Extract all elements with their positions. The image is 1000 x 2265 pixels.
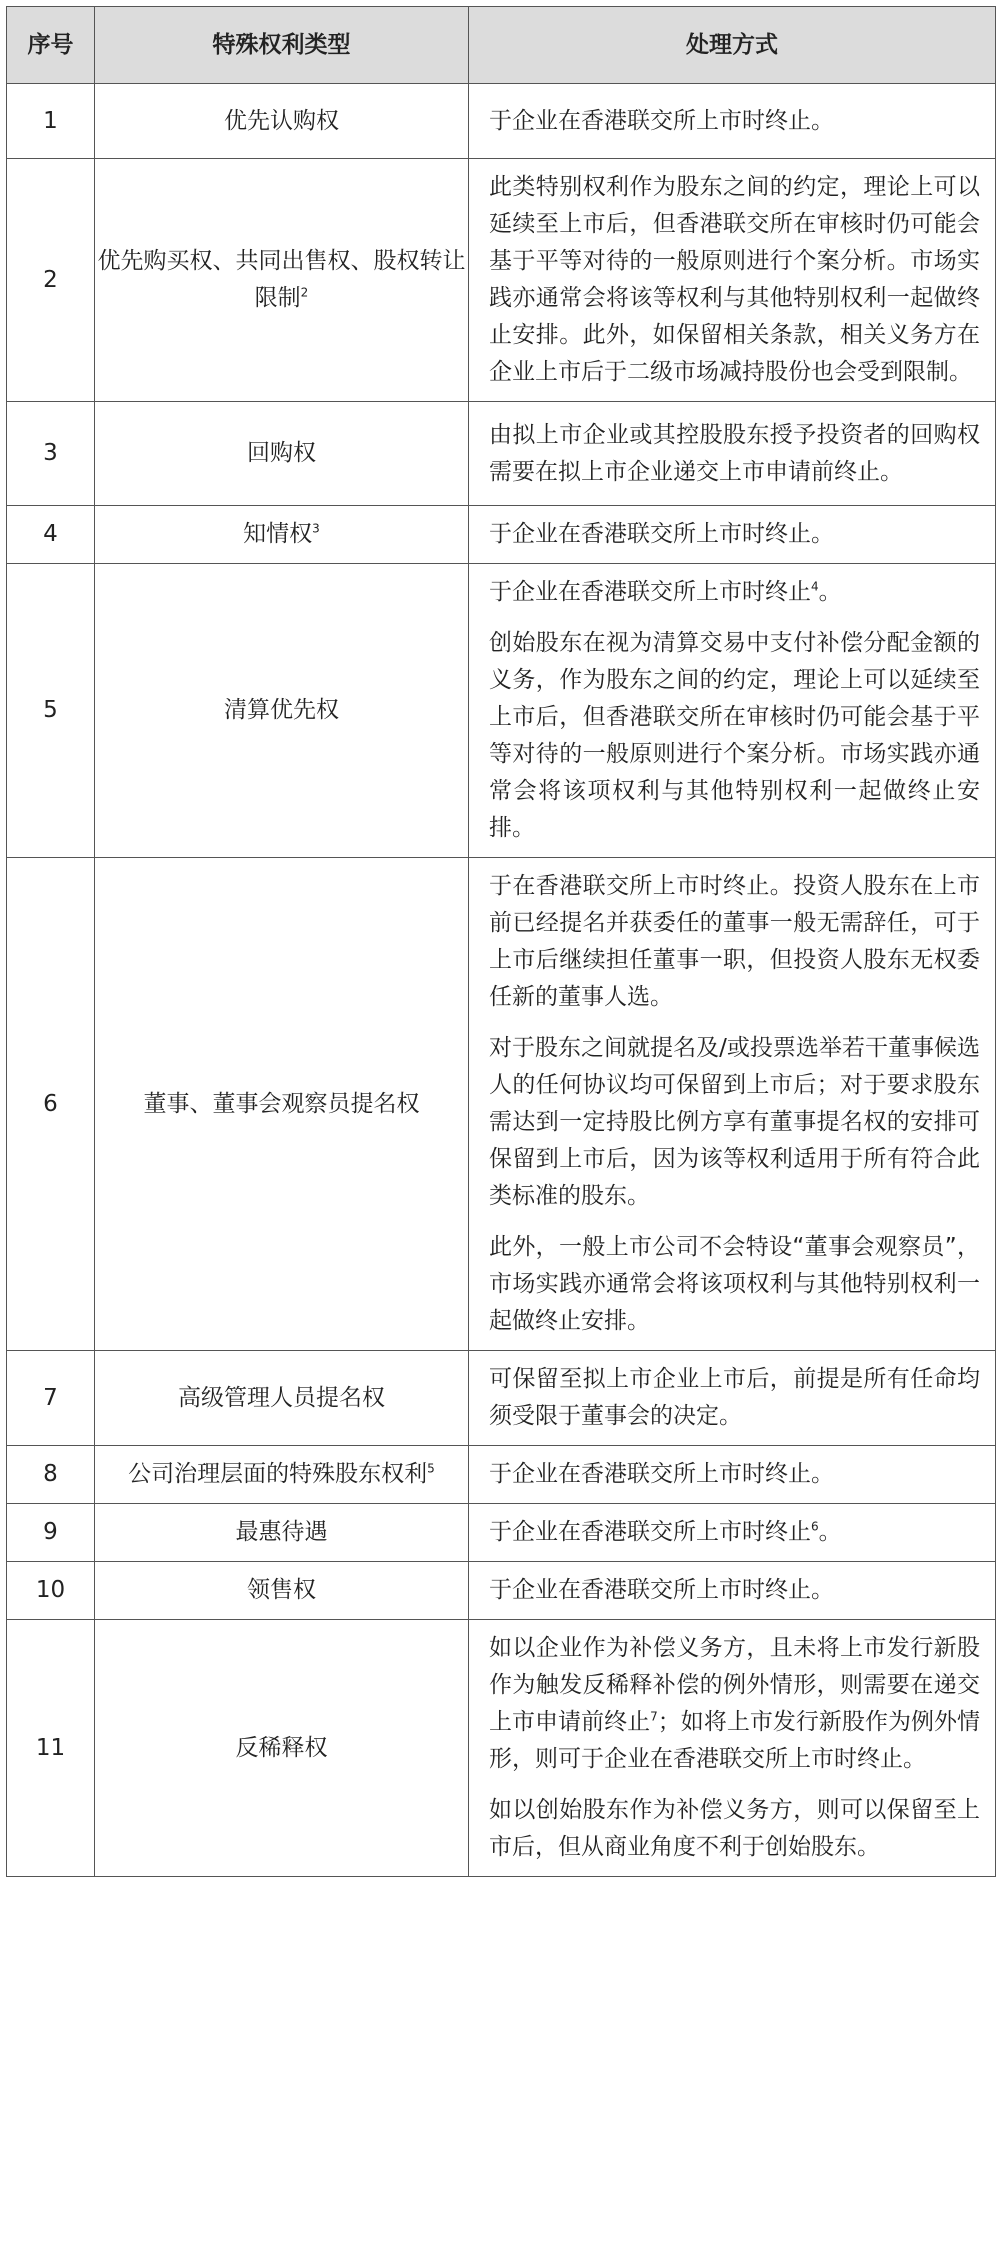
paragraph-text: 于企业在香港联交所上市时终止。 <box>489 521 834 547</box>
handling-method <box>469 1351 996 1446</box>
header-type: 特殊权利类型 <box>95 7 469 84</box>
handling-method <box>469 564 996 858</box>
right-type <box>95 84 469 159</box>
row-number: 2 <box>7 159 95 402</box>
handling-paragraph <box>489 1792 980 1866</box>
handling-paragraph <box>489 1630 980 1778</box>
right-type-text: 董事、董事会观察员提名权 <box>143 1090 420 1117</box>
paragraph-text: 对于股东之间就提名及/或投票选举若干董事候选人的任何协议均可保留到上市后；对于要求股东需达到一定持股比例方享有董事提名权的安排可保留到上市后，因为该等权利适用于所有符合此类标准的股东。 <box>489 1035 980 1209</box>
right-type <box>95 1351 469 1446</box>
table-row <box>7 1351 996 1446</box>
row-number: 10 <box>7 1562 95 1620</box>
right-type-text: 高级管理人员提名权 <box>178 1384 385 1411</box>
table-row <box>7 858 996 1351</box>
paragraph-text: 于企业在香港联交所上市时终止。 <box>489 1461 834 1487</box>
paragraph-text: 此类特别权利作为股东之间的约定，理论上可以延续至上市后，但香港联交所在审核时仍可能会基于平等对待的一般原则进行个案分析。市场实践亦通常会将该等权利与其他特别权利一起做终止安排。此外，如保留相关条款，相关义务方在企业上市后于二级市场减持股份也会受到限制。 <box>489 174 980 385</box>
right-type-text: 回购权 <box>247 440 316 466</box>
paragraph-text: 创始股东在视为清算交易中支付补偿分配金额的义务，作为股东之间的约定，理论上可以延续至上市后，但香港联交所在审核时仍可能会基于平等对待的一般原则进行个案分析。市场实践亦通常会将该项权利与其他特别权利一起做终止安排。 <box>489 630 980 841</box>
right-type-text: 反稀释权 <box>235 1734 328 1761</box>
right-type-text: 知情权 <box>243 521 313 547</box>
handling-paragraph <box>489 574 980 611</box>
footnote-ref: 6 <box>811 1519 819 1534</box>
table-header-row <box>7 7 996 84</box>
handling-paragraph <box>489 625 980 847</box>
paragraph-text-after: 。 <box>818 579 842 605</box>
row-number: 9 <box>7 1504 95 1562</box>
table-row <box>7 159 996 402</box>
handling-paragraph <box>489 1229 980 1340</box>
right-type-text: 优先认购权 <box>224 107 339 134</box>
right-type-text: 领售权 <box>247 1577 316 1603</box>
paragraph-text: 如以创始股东作为补偿义务方，则可以保留至上市后，但从商业角度不利于创始股东。 <box>489 1797 980 1860</box>
handling-paragraph <box>489 1030 980 1215</box>
footnote-ref: 2 <box>300 285 309 300</box>
right-type <box>95 1446 469 1504</box>
table-row <box>7 1562 996 1620</box>
handling-paragraph <box>489 868 980 1016</box>
right-type <box>95 1504 469 1562</box>
row-number: 5 <box>7 564 95 858</box>
table-row <box>7 506 996 564</box>
paragraph-text: 此外，一般上市公司不会特设“董事会观察员”，市场实践亦通常会将该项权利与其他特别权利一起做终止安排。 <box>489 1234 980 1334</box>
paragraph-text-after: 。 <box>818 1519 842 1545</box>
handling-method <box>469 1562 996 1620</box>
right-type <box>95 159 469 402</box>
handling-method <box>469 402 996 506</box>
right-type-text: 清算优先权 <box>224 697 339 723</box>
handling-paragraph <box>489 1361 980 1435</box>
paragraph-text: 由拟上市企业或其控股股东授予投资者的回购权需要在拟上市企业递交上市申请前终止。 <box>489 421 980 485</box>
row-number: 4 <box>7 506 95 564</box>
table-row <box>7 402 996 506</box>
rights-table <box>6 6 996 1877</box>
handling-method <box>469 1446 996 1504</box>
table-row <box>7 1620 996 1877</box>
paragraph-text: 如以企业作为补偿义务方，且未将上市发行新股作为触发反稀释补偿的例外情形，则需要在递交上市申请前终止 <box>489 1635 980 1735</box>
right-type-text: 最惠待遇 <box>235 1519 328 1545</box>
handling-paragraph <box>489 1572 980 1609</box>
row-number: 7 <box>7 1351 95 1446</box>
paragraph-text: 于企业在香港联交所上市时终止 <box>489 1519 811 1545</box>
row-number: 6 <box>7 858 95 1351</box>
table-row <box>7 1446 996 1504</box>
handling-method <box>469 506 996 564</box>
footnote-ref: 5 <box>427 1461 435 1476</box>
handling-paragraph <box>489 169 980 391</box>
footnote-ref: 4 <box>811 579 819 594</box>
footnote-ref: 3 <box>312 521 320 536</box>
paragraph-text: 可保留至拟上市企业上市后，前提是所有任命均须受限于董事会的决定。 <box>489 1366 980 1429</box>
paragraph-text: 于企业在香港联交所上市时终止 <box>489 579 811 605</box>
row-number: 8 <box>7 1446 95 1504</box>
right-type <box>95 402 469 506</box>
footnote-ref: 7 <box>650 1709 658 1724</box>
handling-paragraph <box>489 1456 980 1493</box>
row-number: 11 <box>7 1620 95 1877</box>
handling-method <box>469 159 996 402</box>
handling-paragraph <box>489 516 980 553</box>
handling-method <box>469 1620 996 1877</box>
paragraph-text: 于在香港联交所上市时终止。投资人股东在上市前已经提名并获委任的董事一般无需辞任，可于上市后继续担任董事一职，但投资人股东无权委任新的董事人选。 <box>489 873 980 1010</box>
handling-paragraph <box>489 1514 980 1551</box>
handling-method <box>469 858 996 1351</box>
handling-paragraph <box>489 417 980 491</box>
right-type <box>95 564 469 858</box>
right-type-text: 优先购买权、共同出售权、股权转让限制 <box>97 248 466 311</box>
header-handling: 处理方式 <box>469 7 996 84</box>
right-type <box>95 1562 469 1620</box>
header-no: 序号 <box>7 7 95 84</box>
right-type <box>95 1620 469 1877</box>
paragraph-text: 于企业在香港联交所上市时终止。 <box>489 1577 834 1603</box>
row-number: 3 <box>7 402 95 506</box>
right-type <box>95 506 469 564</box>
handling-paragraph <box>489 103 980 140</box>
table-row <box>7 1504 996 1562</box>
row-number: 1 <box>7 84 95 159</box>
paragraph-text-after: ；如将上市发行新股作为例外情形，则可于企业在香港联交所上市时终止。 <box>489 1709 981 1772</box>
table-row <box>7 84 996 159</box>
paragraph-text: 于企业在香港联交所上市时终止。 <box>489 107 834 134</box>
table-row <box>7 564 996 858</box>
handling-method <box>469 84 996 159</box>
right-type <box>95 858 469 1351</box>
right-type-text: 公司治理层面的特殊股东权利 <box>128 1461 428 1487</box>
handling-method <box>469 1504 996 1562</box>
